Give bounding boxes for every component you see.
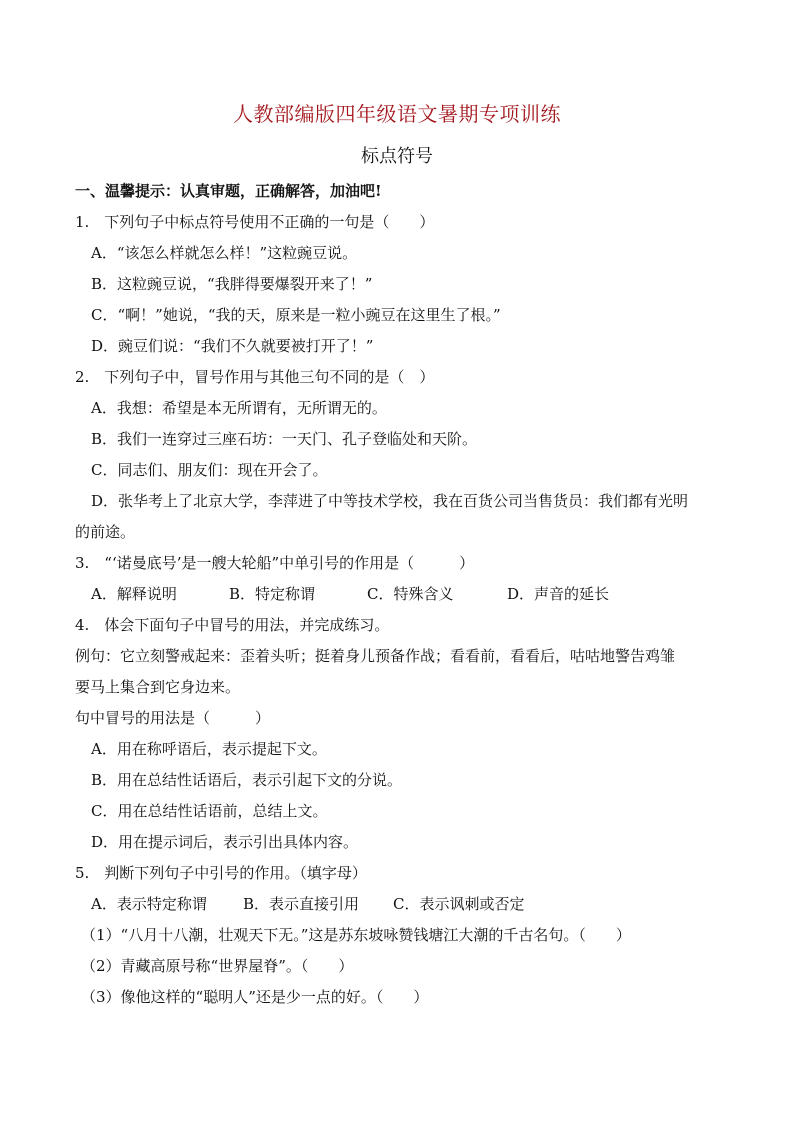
question-2-option-a: A．我想：希望是本无所谓有，无所谓无的。: [91, 399, 387, 417]
question-5-choice-c: C．表示讽刺或否定: [393, 895, 525, 913]
question-3-option-a: A．解释说明: [91, 585, 177, 603]
question-2-option-d: D．张华考上了北京大学，李萍进了中等技术学校，我在百货公司当售货员：我们都有光明: [91, 492, 689, 510]
question-4-question: 句中冒号的用法是（ ）: [75, 709, 271, 727]
question-4-stem: 4. 体会下面句子中冒号的用法，并完成练习。: [75, 616, 390, 634]
document-title: 人教部编版四年级语文暑期专项训练: [233, 102, 561, 126]
question-4-option-b: B．用在总结性话语后，表示引起下文的分说。: [91, 771, 403, 789]
question-2-option-b: B．我们一连穿过三座石坊：一天门、孔子登临处和天阶。: [91, 430, 478, 448]
document-subtitle: 标点符号: [361, 146, 433, 167]
question-5-stem: 5. 判断下列句子中引号的作用。（填字母）: [75, 864, 367, 882]
question-2-option-c: C．同志们、朋友们：现在开会了。: [91, 461, 328, 479]
question-2-option-d-continued: 的前途。: [75, 523, 136, 541]
question-1-option-d: D．豌豆们说：“我们不久就要被打开了！”: [91, 337, 374, 355]
question-3-option-b: B．特定称谓: [229, 585, 316, 603]
question-1-option-c: C．“啊！”她说，“我的天，原来是一粒小豌豆在这里生了根。”: [91, 306, 501, 324]
question-4-example: 例句：它立刻警戒起来：歪着头听；挺着身儿预备作战；看看前，看看后，咕咕地警告鸡雏: [75, 647, 676, 665]
question-3-option-d: D．声音的延长: [507, 585, 610, 603]
question-1-stem: 1. 下列句子中标点符号使用不正确的一句是（ ）: [75, 213, 435, 231]
question-4-option-c: C．用在总结性话语前，总结上文。: [91, 802, 328, 820]
question-1-option-a: A．“该怎么样就怎么样！”这粒豌豆说。: [91, 244, 358, 262]
question-5-sentence-2: （2）青藏高原号称“世界屋脊”。（ ）: [81, 957, 354, 975]
question-2-stem: 2. 下列句子中，冒号作用与其他三句不同的是（ ）: [75, 368, 435, 386]
question-4-option-d: D．用在提示词后，表示引出具体内容。: [91, 833, 359, 851]
question-4-option-a: A．用在称呼语后，表示提起下文。: [91, 740, 327, 758]
question-5-choices: [75, 889, 725, 920]
question-5-choice-b: B．表示直接引用: [243, 895, 360, 913]
question-4-example-continued: 要马上集合到它身边来。: [75, 678, 241, 696]
question-3-stem: 3. “‘诺曼底号’是一艘大轮船”中单引号的作用是（ ）: [75, 554, 475, 572]
exercise-content: [75, 176, 725, 1013]
question-5-sentence-3: （3）像他这样的“聪明人”还是少一点的好。（ ）: [81, 988, 429, 1006]
question-3-options: [75, 579, 725, 610]
question-1-option-b: B．这粒豌豆说，“我胖得要爆裂开来了！”: [91, 275, 373, 293]
question-3-option-c: C．特殊含义: [367, 585, 454, 603]
question-5-choice-a: A．表示特定称谓: [91, 895, 207, 913]
section-heading: 一、温馨提示：认真审题，正确解答，加油吧!: [75, 182, 382, 200]
question-5-sentence-1: （1）“八月十八潮，壮观天下无。”这是苏东坡咏赞钱塘江大潮的千古名句。（ ）: [81, 926, 631, 944]
